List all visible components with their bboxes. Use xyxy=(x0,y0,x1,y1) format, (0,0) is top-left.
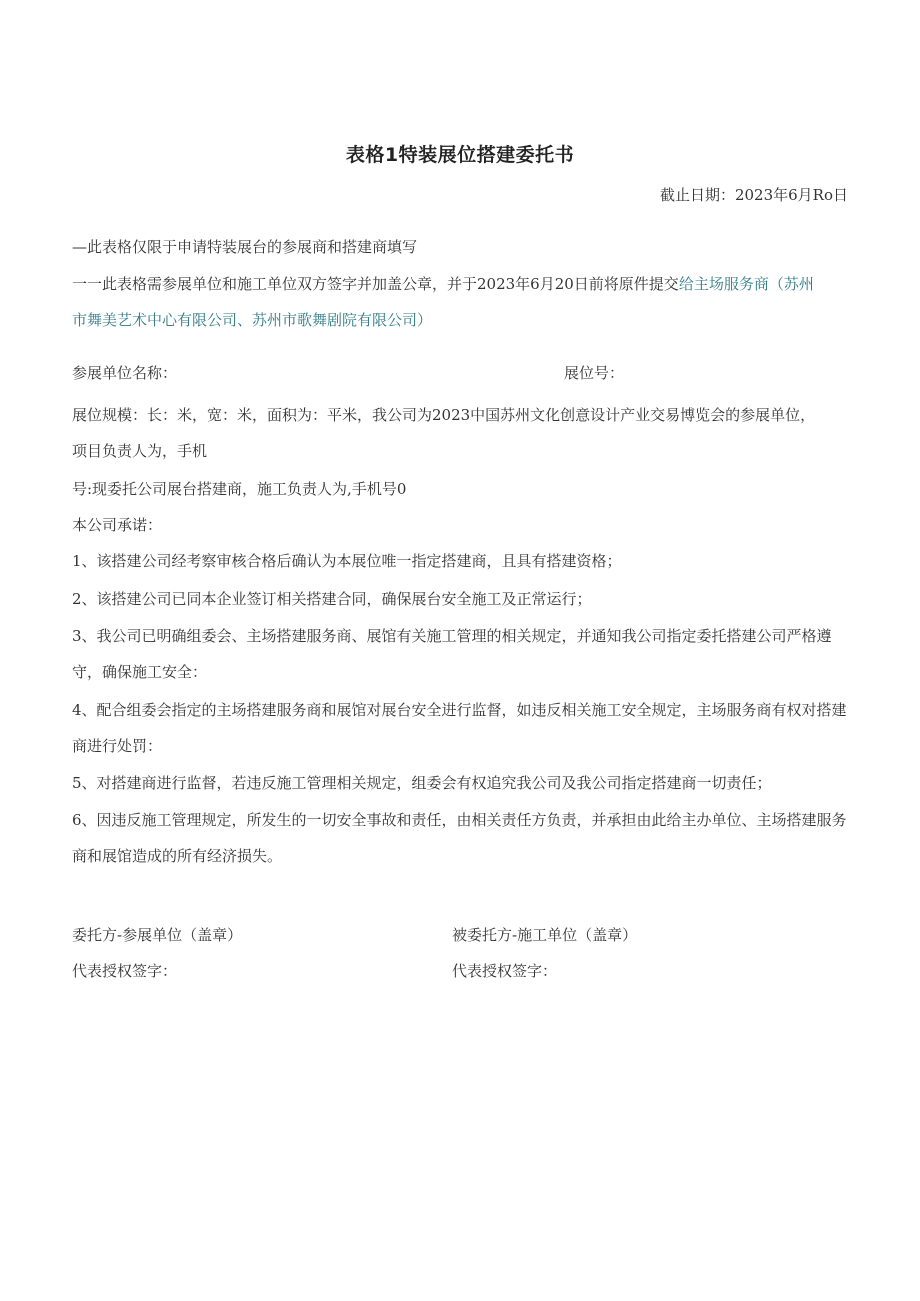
promise-heading: 本公司承诺： xyxy=(72,516,163,534)
promise-item: 2、该搭建公司已同本企业签订相关搭建合同，确保展台安全施工及正常运行； xyxy=(72,590,592,608)
booth-number-label: 展位号： xyxy=(564,364,625,382)
promise-item: 4、配合组委会指定的主场搭建服务商和展馆对展台安全进行监督，如违反相关施工安全规定，主场服务商有权对搭建商进行处罚： xyxy=(72,701,847,755)
promise-item: 1、该搭建公司经考察审核合格后确认为本展位唯一指定搭建商，且具有搭建资格； xyxy=(72,552,622,570)
agent-signature-label: 代表授权签字： xyxy=(452,962,558,980)
note-submission-text: 一一此表格需参展单位和施工单位双方签字并加盖公章，并于2023年6月20日前将原件提交 xyxy=(72,275,679,293)
contractor-line: 号:现委托公司展台搭建商，施工负责人为,手机号0 xyxy=(72,480,407,498)
document-title: 表格1特装展位搭建委托书 xyxy=(345,144,575,166)
exhibitor-name-label: 参展单位名称： xyxy=(72,364,178,382)
project-manager-line: 项目负责人为，手机 xyxy=(72,442,208,460)
service-provider-names: 市舞美艺术中心有限公司、苏州市歌舞剧院有限公司） xyxy=(72,311,433,329)
promise-item: 6、因违反施工管理规定，所发生的一切安全事故和责任，由相关责任方负责，并承担由此给主办单位、主场搭建服务商和展馆造成的所有经济损失。 xyxy=(72,811,847,865)
booth-scale-line: 展位规模：长：米，宽：米，面积为：平米，我公司为2023中国苏州文化创意设计产业交易博览会的参展单位， xyxy=(72,406,816,424)
note-applicability: —此表格仅限于申请特装展台的参展商和搭建商填写 xyxy=(72,238,418,256)
promise-item: 3、我公司已明确组委会、主场搭建服务商、展馆有关施工管理的相关规定，并通知我公司指定委托搭建公司严格遵守，确保施工安全： xyxy=(72,627,832,681)
note-submission xyxy=(72,266,850,338)
service-provider-text: 给主场服务商（苏州 xyxy=(678,275,814,293)
principal-party-label: 委托方-参展单位（盖章） xyxy=(72,926,243,944)
agent-party-label: 被委托方-施工单位（盖章） xyxy=(452,926,638,944)
deadline-date: 截止日期：2023年6月Ro日 xyxy=(659,186,848,204)
principal-signature-label: 代表授权签字： xyxy=(72,962,178,980)
promise-item: 5、对搭建商进行监督，若违反施工管理相关规定，组委会有权追究我公司及我公司指定搭建商一切责任； xyxy=(72,774,772,792)
